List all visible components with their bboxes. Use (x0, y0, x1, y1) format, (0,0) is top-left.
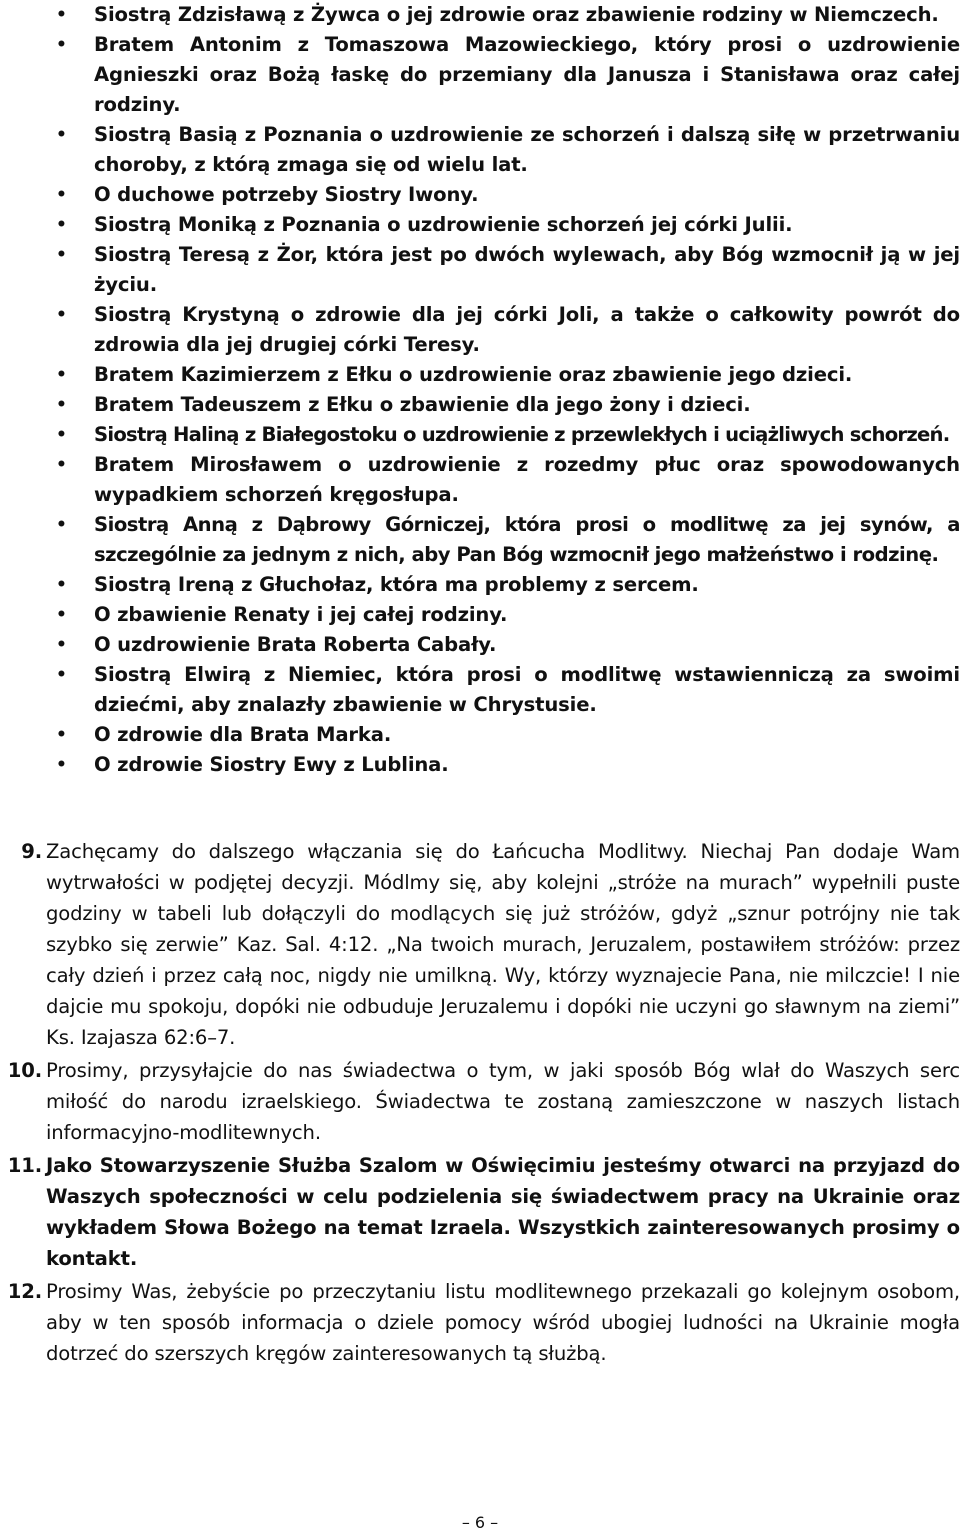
item-number: 10. (7, 1059, 42, 1082)
numbered-item-11 (0, 1150, 960, 1274)
bullet-icon: • (56, 245, 67, 265)
bullet-icon: • (56, 575, 67, 595)
bullet-icon: • (56, 185, 67, 205)
list-item: • Siostrą Anną z Dąbrowy Górniczej, która prosi o modlitwę za jej synów, a szczególnie za jednym z nich, aby Pan Bóg wzmocnił jego małżeństwo i rodzinę. (40, 510, 960, 570)
item-number: 11. (7, 1154, 42, 1177)
list-item: • O zdrowie Siostry Ewy z Lublina. (40, 750, 960, 780)
page-number: – 6 – (461, 1513, 499, 1532)
list-item: • Siostrą Basią z Poznania o uzdrowienie ze schorzeń i dalszą siłę w przetrwaniu choroby, z którą zmaga się od wielu lat. (40, 120, 960, 180)
bullet-icon: • (56, 725, 67, 745)
list-item: • O zbawienie Renaty i jej całej rodziny. (40, 600, 960, 630)
numbered-item-12 (0, 1276, 960, 1369)
bullet-icon: • (56, 35, 67, 55)
bullet-icon: • (56, 215, 67, 235)
list-item: • Bratem Kazimierzem z Ełku o uzdrowienie oraz zbawienie jego dzieci. (40, 360, 960, 390)
list-item: • Siostrą Ireną z Głuchołaz, która ma problemy z sercem. (40, 570, 960, 600)
bullet-icon: • (56, 125, 67, 145)
item-text: Zachęcamy do dalszego włączania się do Łańcucha Modlitwy. Niechaj Pan dodaje Wam wytrwałości w podjętej decyzji. Módlmy się, aby kolejni „stróże na murach” wypełnili puste godziny w tabeli lub dołączyli do modlących się już stróżów, gdyż „sznur potrójny nie tak szybko się zerwie” Kaz. Sal. 4:12. „Na twoich murach, Jeruzalem, postawiłem stróżów: przez cały dzień i przez całą noc, nigdy nie umilkną. Wy, którzy wyznajecie Pana, nie milczcie! I nie dajcie mu spokoju, dopóki nie odbuduje Jeruzalemu i dopóki nie uczyni go sławnym na ziemi” Ks. Izajasza 62:6–7. (46, 840, 960, 1049)
numbered-item-10 (0, 1055, 960, 1148)
item-text: Jako Stowarzyszenie Służba Szalom w Oświęcimiu jesteśmy otwarci na przyjazd do Waszych społeczności w celu podzielenia się świadectwem pracy na Ukrainie oraz wykładem Słowa Bożego na temat Izraela. Wszystkich zainteresowanych prosimy o kontakt. (46, 1154, 960, 1270)
bullet-icon: • (56, 395, 67, 415)
item-number: 12. (7, 1280, 42, 1303)
bullet-icon: • (56, 305, 67, 325)
list-item: • Siostrą Krystyną o zdrowie dla jej córki Joli, a także o całkowity powrót do zdrowia dla jej drugiej córki Teresy. (40, 300, 960, 360)
bullet-icon: • (56, 665, 67, 685)
item-text: Prosimy, przysyłajcie do nas świadectwa o tym, w jaki sposób Bóg wlał do Waszych serc miłość do narodu izraelskiego. Świadectwa te zostaną zamieszczone w naszych listach informacyjno-modlitewnych. (46, 1059, 960, 1144)
list-item: • Bratem Mirosławem o uzdrowienie z rozedmy płuc oraz spowodowanych wypadkiem schorzeń kręgosłupa. (40, 450, 960, 510)
bullet-icon: • (56, 425, 67, 445)
list-item: • Bratem Antonim z Tomaszowa Mazowieckiego, który prosi o uzdrowienie Agnieszki oraz Bożą łaskę do przemiany dla Janusza i Stanisława oraz całej rodziny. (40, 30, 960, 120)
bullet-icon: • (56, 455, 67, 475)
list-item: • O zdrowie dla Brata Marka. (40, 720, 960, 750)
list-item: • Bratem Tadeuszem z Ełku o zbawienie dla jego żony i dzieci. (40, 390, 960, 420)
item-text: Prosimy Was, żebyście po przeczytaniu listu modlitewnego przekazali go kolejnym osobom, aby w ten sposób informacja o dziele pomocy wśród ubogiej ludności na Ukrainie mogła dotrzeć do szerszych kręgów zainteresowanych tą służbą. (46, 1280, 960, 1365)
list-item: • Siostrą Teresą z Żor, która jest po dwóch wylewach, aby Bóg wzmocnił ją w jej życiu. (40, 240, 960, 300)
numbered-item-9 (0, 836, 960, 1053)
bullet-icon: • (56, 5, 67, 25)
numbered-list (0, 836, 960, 1371)
prayer-list (40, 0, 960, 780)
item-number: 9. (21, 840, 42, 863)
bullet-icon: • (56, 605, 67, 625)
list-item: • Siostrą Zdzisławą z Żywca o jej zdrowie oraz zbawienie rodziny w Niemczech. (40, 0, 960, 30)
list-item: • Siostrą Elwirą z Niemiec, która prosi o modlitwę wstawienniczą za swoimi dziećmi, aby znalazły zbawienie w Chrystusie. (40, 660, 960, 720)
bullet-icon: • (56, 365, 67, 385)
bullet-icon: • (56, 755, 67, 775)
list-item: • Siostrą Haliną z Białegostoku o uzdrowienie z przewlekłych i uciążliwych schorzeń. (40, 420, 960, 450)
list-item: • Siostrą Moniką z Poznania o uzdrowienie schorzeń jej córki Julii. (40, 210, 960, 240)
list-item: • O uzdrowienie Brata Roberta Cabały. (40, 630, 960, 660)
list-item: • O duchowe potrzeby Siostry Iwony. (40, 180, 960, 210)
bullet-icon: • (56, 515, 67, 535)
bullet-icon: • (56, 635, 67, 655)
